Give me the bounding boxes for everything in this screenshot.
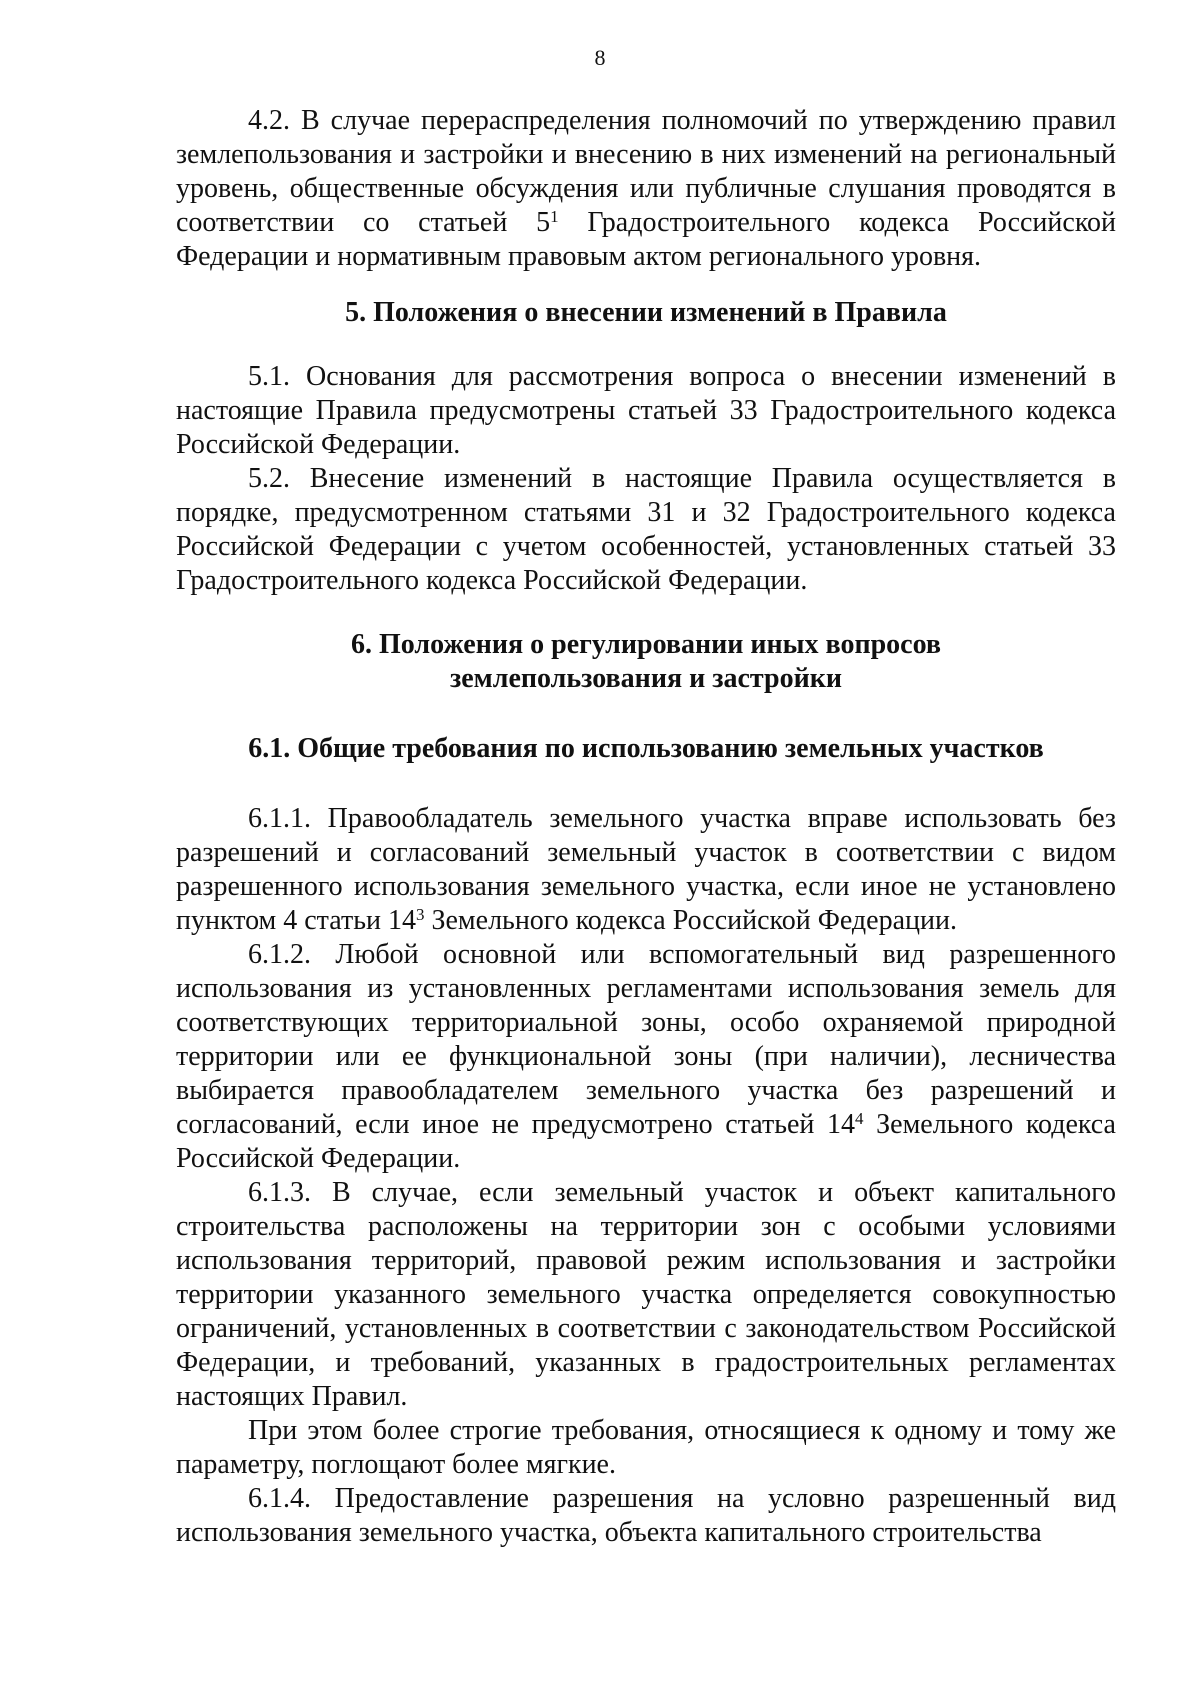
- paragraph-6-1-1-text-end: Земельного кодекса Российской Федерации.: [424, 905, 957, 936]
- section-6-heading: [176, 628, 1116, 696]
- paragraph-6-1-2: [176, 938, 1116, 1176]
- paragraph-4-2-text: 4.2. В случае перераспределения полномочий по утверждению правил землепользования и застройки и внесению в них изменений на региональный уровень, общественные обсуждения или публичные слушания проводятся в соответствии со статьей 5: [176, 105, 1116, 238]
- section-6-heading-line-2: землепользования и застройки: [450, 663, 842, 694]
- paragraph-6-1-2-text-end: Земельного кодекса Российской Федерации.: [176, 1109, 1116, 1174]
- paragraph-6-1-2-text: 6.1.2. Любой основной или вспомогательный вид разрешенного использования из установленных регламентами использования земель для соответствующих территориальной зоны, особо охраняемой природной территории или ее функциональной зоны (при наличии), лесничества выбирается правообладателем земельного участка без разрешений и согласований, если иное не предусмотрено статьей 14: [176, 939, 1116, 1140]
- paragraph-stricter-requirements: При этом более строгие требования, относящиеся к одному и тому же параметру, поглощают более мягкие.: [176, 1415, 1116, 1480]
- page-number: 8: [594, 45, 606, 70]
- paragraph-4-2: [176, 104, 1116, 274]
- paragraph-6-1-1-text: 6.1.1. Правообладатель земельного участка вправе использовать без разрешений и согласований земельный участок в соответствии с видом разрешенного использования земельного участка, если иное не установлено пунктом 4 статьи 14: [176, 803, 1116, 936]
- section-5-heading: 5. Положения о внесении изменений в Правила: [345, 297, 947, 328]
- subsection-6-1-heading: 6.1. Общие требования по использованию земельных участков: [248, 733, 1044, 764]
- superscript: 4: [855, 1109, 864, 1128]
- paragraph-5-2: 5.2. Внесение изменений в настоящие Правила осуществляется в порядке, предусмотренном статьями 31 и 32 Градостроительного кодекса Российской Федерации с учетом особенностей, установленных статьей 33 Градостроительного кодекса Российской Федерации.: [176, 463, 1116, 596]
- section-6-heading-line-1: 6. Положения о регулировании иных вопросов: [350, 629, 942, 660]
- paragraph-6-1-1: [176, 802, 1116, 938]
- paragraph-6-1-3: 6.1.3. В случае, если земельный участок и объект капитального строительства расположены на территории зон с особыми условиями использования территорий, правовой режим использования и застройки территории указанного земельного участка определяется совокупностью ограничений, установленных в соответствии с законодательством Российской Федерации, и требований, указанных в градостроительных регламентах настоящих Правил.: [176, 1177, 1116, 1412]
- document-body: [176, 104, 1116, 1550]
- paragraph-6-1-4: 6.1.4. Предоставление разрешения на условно разрешенный вид использования земельного участка, объекта капитального строительства: [176, 1483, 1116, 1548]
- superscript: 3: [415, 905, 425, 924]
- paragraph-4-2-text-end: Градостроительного кодекса Российской Федерации и нормативным правовым актом регионального уровня.: [176, 207, 1116, 272]
- paragraph-5-1: 5.1. Основания для рассмотрения вопроса о внесении изменений в настоящие Правила предусмотрены статьей 33 Градостроительного кодекса Российской Федерации.: [176, 361, 1116, 460]
- superscript: 1: [550, 207, 559, 226]
